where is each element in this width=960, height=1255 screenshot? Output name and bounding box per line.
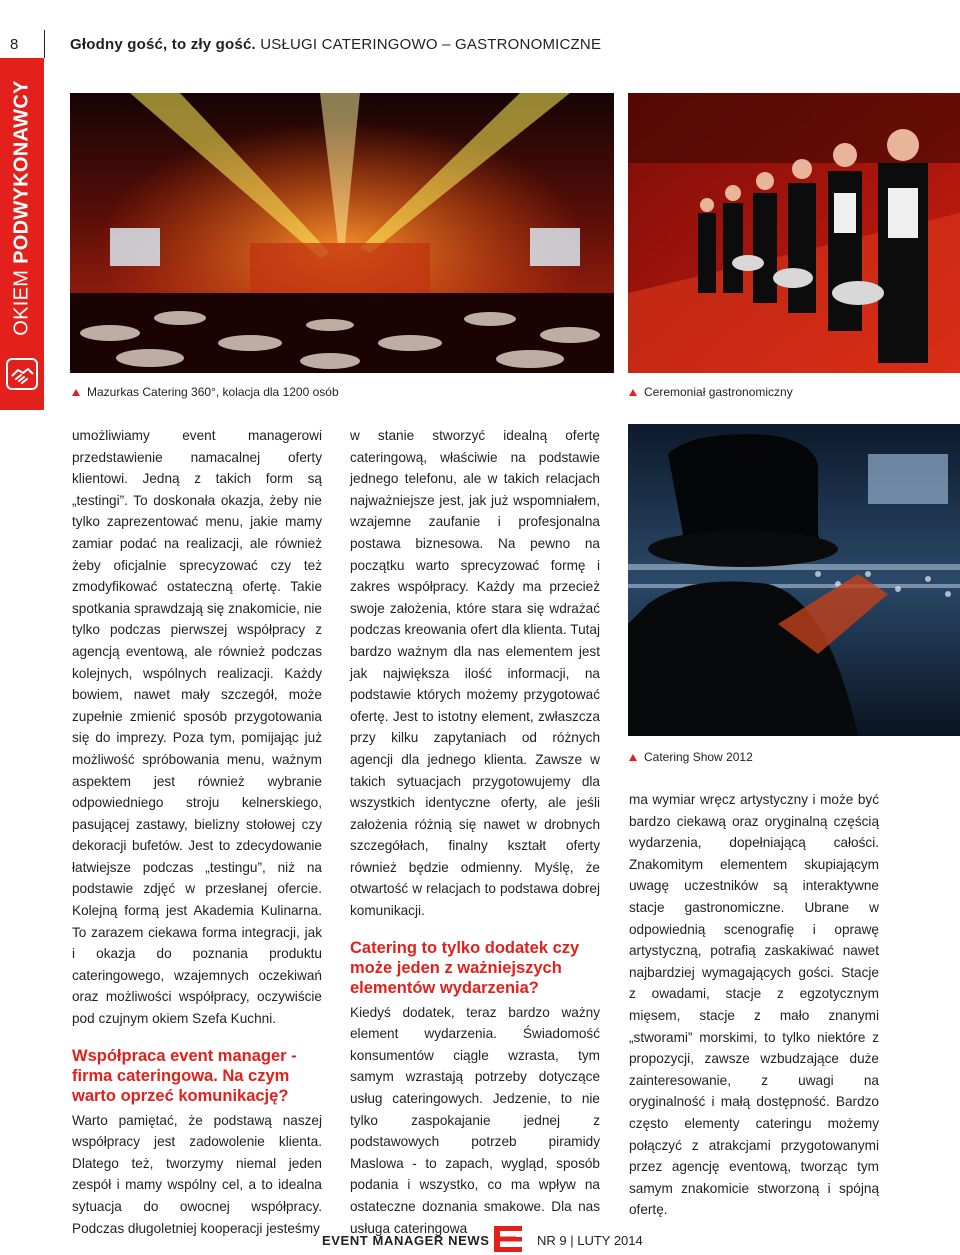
- caption-photo-3: [629, 750, 753, 764]
- column-1-paragraph-2: Warto pamiętać, że podstawą naszej współpracy jest zadowolenie klienta. Dlatego też, tworzymy niemal jeden zespół i mamy wspólny cel, a to idealna sytuacja do owocnej współpracy. Podczas długoletniej kooperacji jesteśmy: [72, 1112, 322, 1236]
- column-3-paragraph-1: ma wymiar wręcz artystyczny i może być bardzo ciekawą oraz oryginalną częścią wydarzenia, dopełniającą całości. Znakomitym elementem skupiającym uwagę uczestników są interaktywne stacje gastronomiczne. Ubrane w odpowiednią scenografię i oprawę artystyczną, potrafią zaskakiwać nawet najbardziej wymagających gości. Stacje z owadami, stacje z egzotycznym mięsem, stacje z mało znanymi „stworami” morskimi, to tylko niektóre z propozycji, zawsze wzbudzające duże zainteresowanie, z uwagi na oryginalność i małą dostępność. Bardzo często elementy cateringu możemy połączyć z atrakcjami przygotowanymi przez agencję eventową, tworząc tym samym znakomicie stworzoną i spójną ofertę.: [629, 792, 879, 1218]
- caption-text: Mazurkas Catering 360°, kolacja dla 1200 osób: [87, 385, 339, 399]
- caption-photo-1: [72, 385, 339, 399]
- handshake-icon: [6, 358, 38, 390]
- header-divider: [44, 30, 45, 58]
- headline-bold: Głodny gość, to zły gość.: [70, 36, 256, 53]
- column-1-subheading: Współpraca event manager - firma cateringowa. Na czym warto oprzeć komunikację?: [72, 1046, 297, 1105]
- caption-photo-2: [629, 385, 793, 399]
- page-headline: [70, 36, 601, 53]
- caption-text: Ceremoniał gastronomiczny: [644, 385, 793, 399]
- text-column-2: [350, 425, 600, 1239]
- side-tab-word-bold: PODWYKONAWCY: [10, 80, 33, 264]
- column-2-paragraph-1: w stanie stworzyć idealną ofertę cateringową, właściwie na podstawie jednego telefonu, ale w takich relacjach najważniejsze jest, jak już wspomniałem, wzajemne zaufanie i profesjonalna postawa biznesowa. Na pewno na początku warto sprecyzować formę i zakres współpracy. Każdy ma przecież swoje założenia, które stara się wdrażać podczas kreowania ofert dla klienta. Tutaj bardzo ważnym dla nas elementem jest jak największa ilość informacji, na podstawie których możemy przygotować ofertę. Jest to istotny element, zwłaszcza przy kilku zapytaniach od różnych agencji dla jednego klienta. Zawsze w takich sytuacjach przygotowujemy dla wszystkich identyczne oferty, ale jeśli założenia różnią się nawet w drobnych szczegółach, finalny kształt oferty również będzie odmienny. Myślę, że otwartość w relacjach to podstawa dobrej komunikacji.: [350, 428, 600, 919]
- photo-catering-show: [628, 424, 960, 736]
- caption-triangle-icon: [72, 389, 80, 396]
- photo-waiters-ceremony: [628, 93, 960, 373]
- side-tab-label: [11, 80, 34, 335]
- footer-brand: EVENT MANAGER NEWS: [322, 1233, 490, 1248]
- section-side-tab: [0, 58, 44, 410]
- caption-triangle-icon: [629, 754, 637, 761]
- em-logo-icon: [494, 1226, 522, 1252]
- column-1-paragraph-1: umożliwiamy event managerowi przedstawienie namacalnej oferty klientowi. Jedną z takich form są „testingi”. To doskonała okazja, żeby nie tylko zaprezentować menu, jakie mamy zamiar podać na realizacji, ale również żeby oficjalnie sprecyzować czy też zmodyfikować ostateczną ofertę. Takie spotkania sprawdzają się znakomicie, nie tylko podczas pierwszej współpracy z agencją eventową, ale również podczas kolejnych, wspólnych realizacji. Każdy bowiem, nawet mały szczegół, może zupełnie zmienić sposób przygotowania się do imprezy. Poza tym, pomijając już możliwość spróbowania menu, ważnym aspektem jest również wybranie odpowiedniego stroju kelnerskiego, pasującej zastawy, bielizny stołowej czy dekoracji bufetów. Jest to zdecydowanie łatwiejsze podczas „testingu”, niż na podstawie zdjęć w przesłanej ofercie. Kolejną formą jest Akademia Kulinarna. To zarazem ciekawa forma integracji, jak i okazja do poznania produktu cateringowego, wzajemnych oczekiwań oraz możliwości współpracy, oczywiście pod czujnym okiem Szefa Kuchni.: [72, 428, 322, 1027]
- caption-triangle-icon: [629, 389, 637, 396]
- caption-text: Catering Show 2012: [644, 750, 753, 764]
- footer-issue: NR 9 | LUTY 2014: [537, 1233, 643, 1248]
- column-2-subheading: Catering to tylko dodatek czy może jeden z ważniejszych elementów wydarzenia?: [350, 938, 580, 997]
- text-column-1: [72, 425, 322, 1239]
- headline-caps: USŁUGI CATERINGOWO – GASTRONOMICZNE: [260, 36, 602, 53]
- column-2-paragraph-2: Kiedyś dodatek, teraz bardzo ważny element wydarzenia. Świadomość konsumentów ciągle wzrasta, tym samym wzrastają potrzeby dotyczące usług cateringowych. Jedzenie, to nie tylko zaspokajanie jednej z podstawowych potrzeb piramidy Maslowa - to zapach, wygląd, sposób podania i wszystko, co ma wpływ na ostateczne doznania smakowe. Dla nas usługa cateringowa: [350, 1004, 600, 1236]
- text-column-3: [629, 789, 879, 1221]
- photo-banquet-hall: [70, 93, 614, 373]
- side-tab-word-light: OKIEM: [10, 263, 33, 336]
- page-number: 8: [10, 36, 19, 53]
